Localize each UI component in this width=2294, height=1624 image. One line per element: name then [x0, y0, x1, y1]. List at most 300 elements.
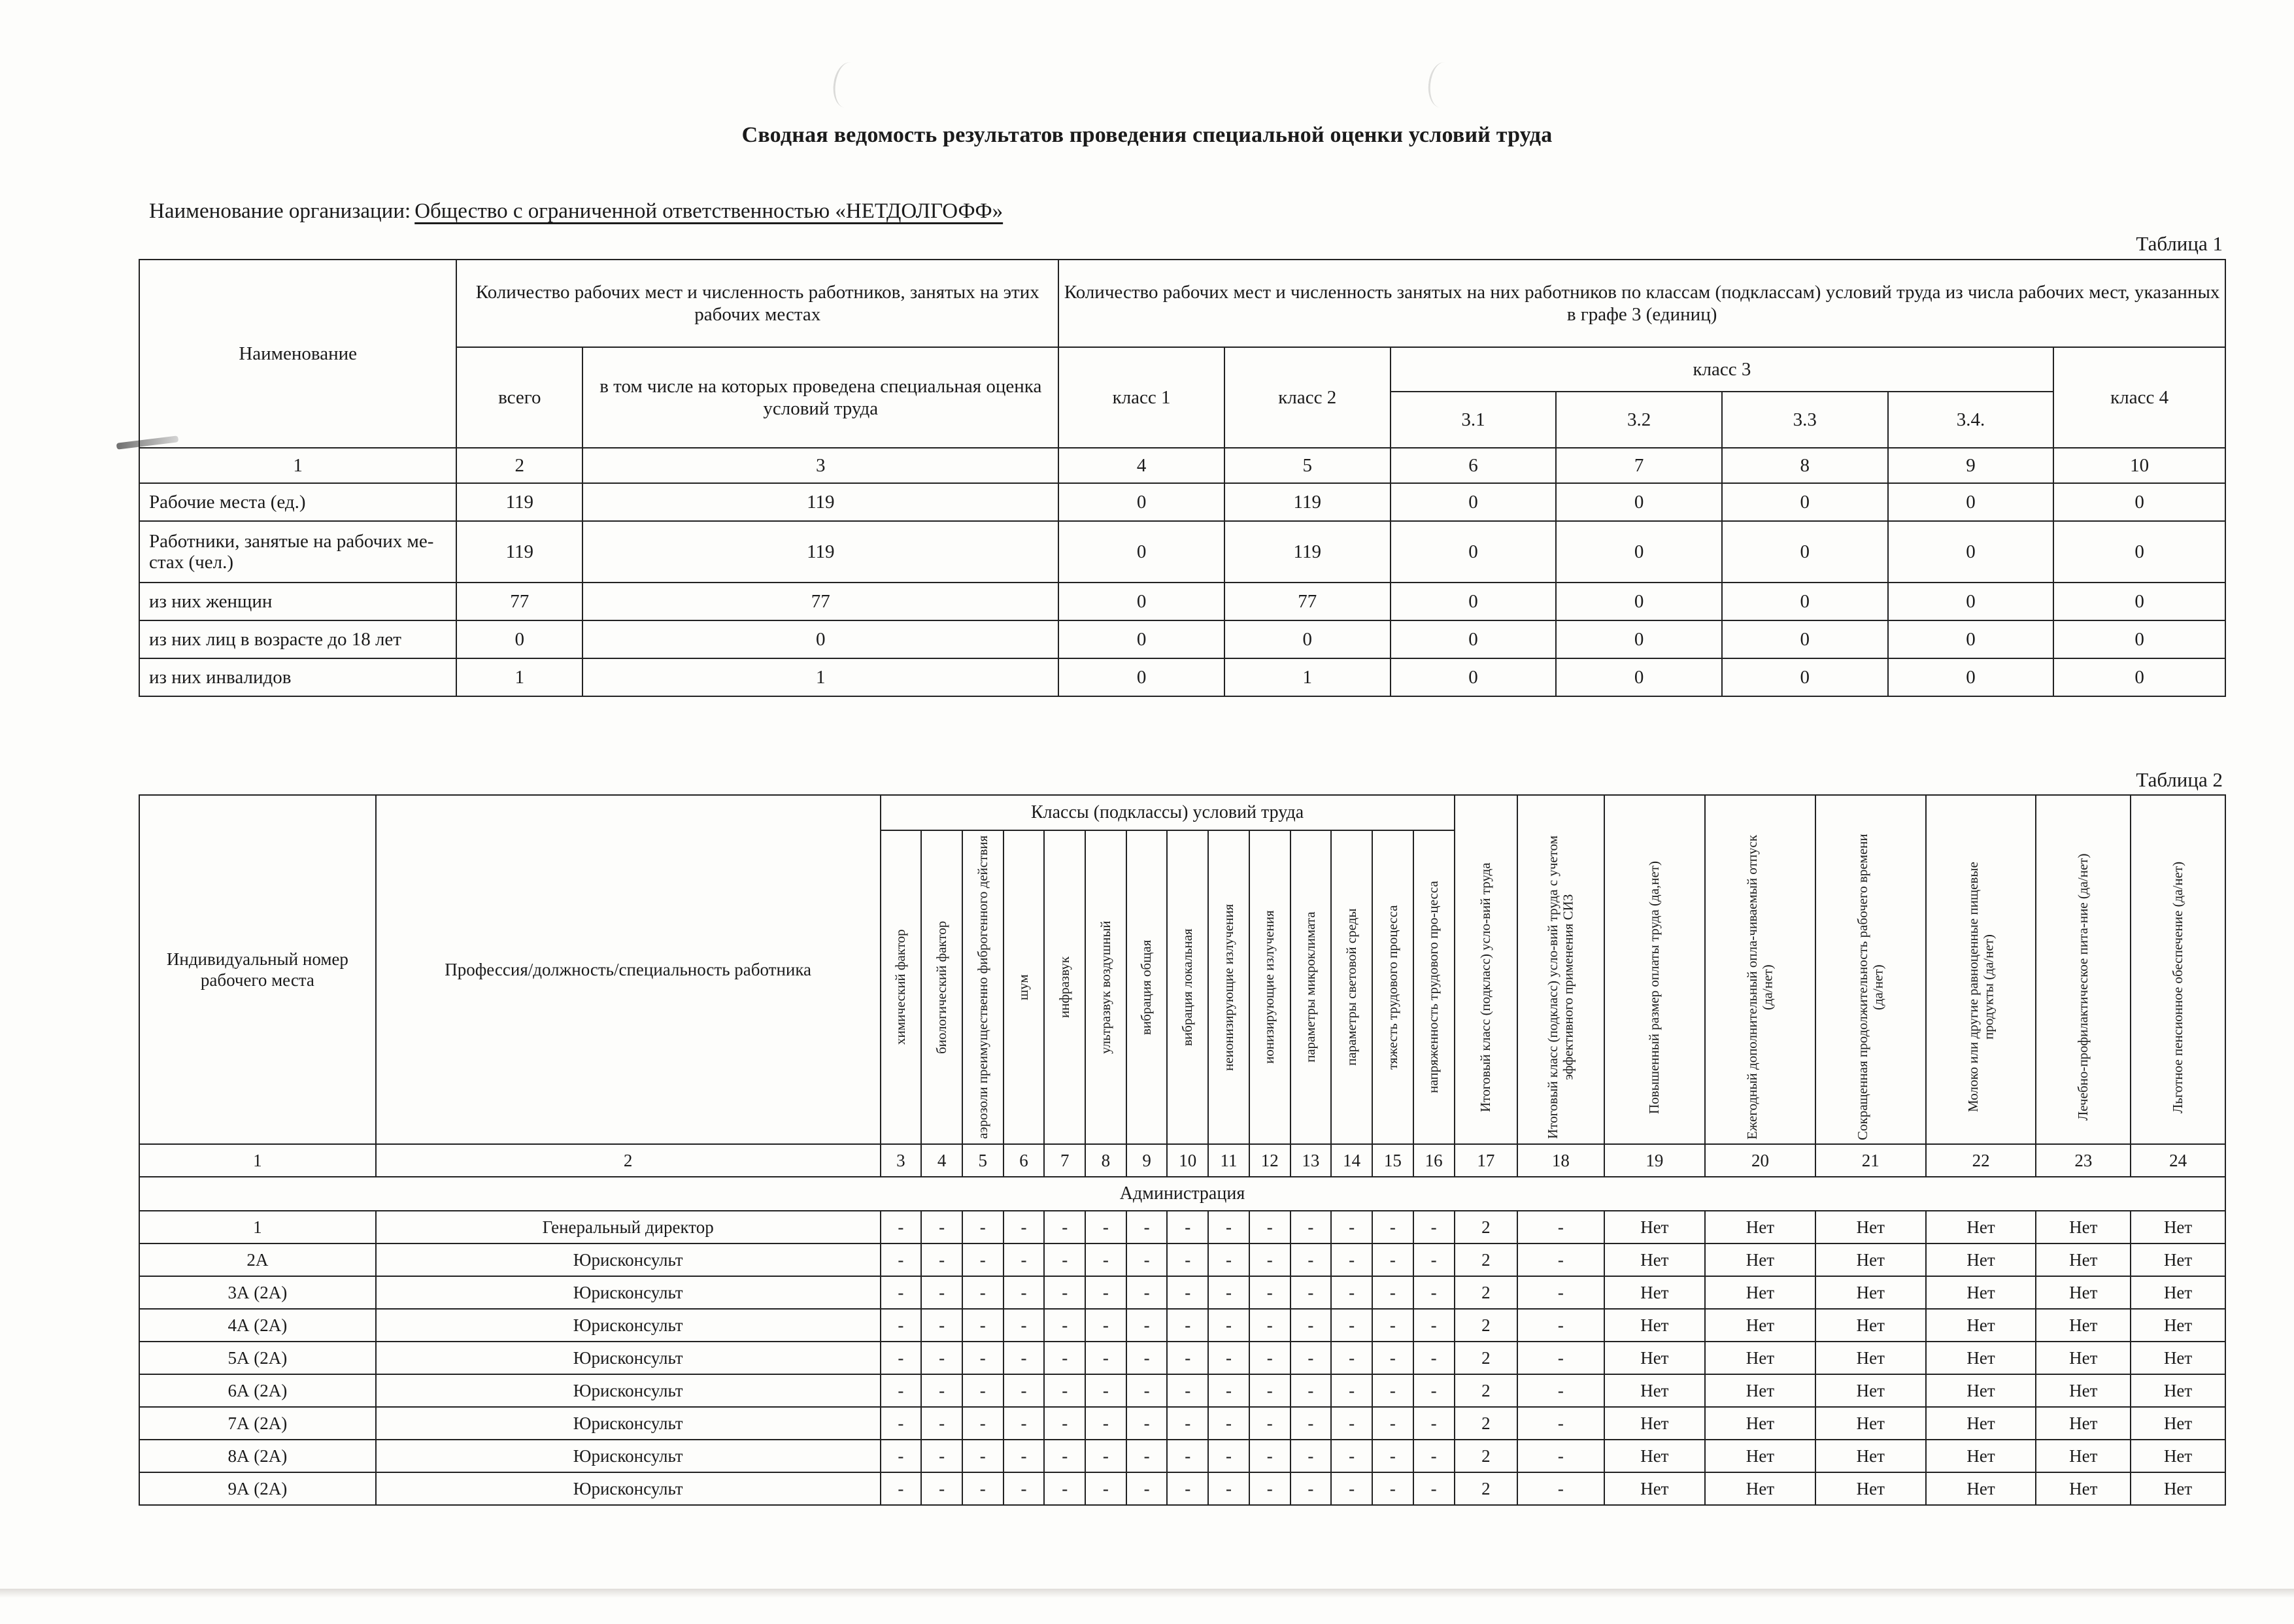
- table-row: [139, 583, 2225, 620]
- t1-cell: 0: [1556, 483, 1722, 521]
- table-row: [139, 620, 2225, 658]
- t2-factor: -: [921, 1472, 962, 1505]
- t2-guarantee: Нет: [1705, 1472, 1815, 1505]
- t2-factor: -: [1290, 1276, 1332, 1309]
- t1-header-class1: класс 1: [1058, 347, 1224, 448]
- t2-final-class: 2: [1455, 1342, 1517, 1374]
- t2-factor: -: [1331, 1309, 1372, 1342]
- t2-factor: -: [1167, 1276, 1208, 1309]
- t2-factor: -: [1208, 1243, 1249, 1276]
- t2-factor: -: [1290, 1374, 1332, 1407]
- t2-factor: -: [1372, 1374, 1413, 1407]
- t2-factor: -: [1167, 1407, 1208, 1440]
- t2-guarantee: Нет: [1926, 1440, 2036, 1472]
- t2-factor: -: [1085, 1309, 1126, 1342]
- t1-colnum: 4: [1058, 448, 1224, 483]
- t2-colnum: 7: [1044, 1144, 1085, 1177]
- t2-header-additional-leave: Ежегодный дополнительный опла-чиваемый отпуск (да/нет): [1705, 795, 1815, 1144]
- t2-workplace-number: 5А (2А): [139, 1342, 376, 1374]
- t2-factor: -: [1290, 1440, 1332, 1472]
- t2-guarantee: Нет: [2036, 1309, 2131, 1342]
- t1-cell: 119: [1224, 483, 1391, 521]
- t1-cell: 0: [1888, 583, 2054, 620]
- t2-factor: -: [1249, 1440, 1290, 1472]
- t2-colnum: 19: [1604, 1144, 1705, 1177]
- t2-profession: Юрисконсульт: [376, 1342, 881, 1374]
- t2-factor: -: [1167, 1342, 1208, 1374]
- t2-profession: Юрисконсульт: [376, 1276, 881, 1309]
- t1-cell: 0: [1391, 658, 1557, 696]
- t2-factor: -: [921, 1309, 962, 1342]
- t1-cell: 0: [1722, 583, 1888, 620]
- t2-factor: -: [962, 1211, 1004, 1243]
- t2-final-class-siz: -: [1517, 1440, 1604, 1472]
- table-row: [139, 1211, 2225, 1243]
- t2-factor: -: [1044, 1374, 1085, 1407]
- t2-guarantee: Нет: [2036, 1374, 2131, 1407]
- t2-profession: Юрисконсульт: [376, 1407, 881, 1440]
- t1-cell: 1: [582, 658, 1058, 696]
- t2-colnum: 22: [1926, 1144, 2036, 1177]
- t2-factor: -: [1085, 1276, 1126, 1309]
- t1-cell: 1: [456, 658, 582, 696]
- t2-guarantee: Нет: [1815, 1472, 1926, 1505]
- t1-row-label: Работники, занятые на рабочих ме-стах (чел.): [139, 521, 456, 583]
- t2-factor: -: [1004, 1243, 1045, 1276]
- summary-table-2: [139, 794, 2226, 1506]
- scan-artifact-icon: [1426, 61, 1459, 109]
- t2-factor: -: [1126, 1276, 1168, 1309]
- organization-line: [149, 199, 1003, 224]
- t2-factor: -: [962, 1243, 1004, 1276]
- t1-colnum: 5: [1224, 448, 1391, 483]
- t1-header-class3-1: 3.1: [1391, 392, 1557, 448]
- t2-guarantee: Нет: [2131, 1309, 2225, 1342]
- t1-header-class3: класс 3: [1391, 347, 2054, 392]
- t2-final-class-siz: -: [1517, 1374, 1604, 1407]
- t1-cell: 0: [1888, 658, 2054, 696]
- t1-cell: 0: [1391, 521, 1557, 583]
- t2-header-workplace-number: Индивидуальный номер рабочего места: [139, 795, 376, 1144]
- t1-header-classes-group: Количество рабочих мест и численность занятых на них работников по классам (подклассам) условий труда из числа рабочих мест, указанных в графе 3 (единиц): [1058, 260, 2225, 347]
- t2-workplace-number: 1: [139, 1211, 376, 1243]
- t2-factor: -: [1372, 1211, 1413, 1243]
- t2-workplace-number: 2А: [139, 1243, 376, 1276]
- t2-guarantee: Нет: [1604, 1342, 1705, 1374]
- t2-factor: -: [1331, 1342, 1372, 1374]
- t2-guarantee: Нет: [1815, 1440, 1926, 1472]
- t2-workplace-number: 8А (2А): [139, 1440, 376, 1472]
- table-row: [139, 521, 2225, 583]
- t1-cell: 0: [1556, 521, 1722, 583]
- t2-factor: -: [1372, 1440, 1413, 1472]
- t2-guarantee: Нет: [1705, 1276, 1815, 1309]
- t2-final-class-siz: -: [1517, 1243, 1604, 1276]
- t2-factor: -: [1044, 1211, 1085, 1243]
- t2-factor: -: [1085, 1472, 1126, 1505]
- t2-factor: -: [1208, 1440, 1249, 1472]
- t2-factor: -: [1331, 1374, 1372, 1407]
- t1-cell: 0: [1391, 583, 1557, 620]
- table-row: [139, 1374, 2225, 1407]
- t2-factor: -: [1085, 1407, 1126, 1440]
- t1-cell: 0: [2053, 620, 2225, 658]
- t2-guarantee: Нет: [1604, 1309, 1705, 1342]
- t1-cell: 0: [1722, 521, 1888, 583]
- t1-header-class3-4: 3.4.: [1888, 392, 2054, 448]
- t1-colnum: 9: [1888, 448, 2054, 483]
- t2-workplace-number: 4А (2А): [139, 1309, 376, 1342]
- t2-final-class-siz: -: [1517, 1211, 1604, 1243]
- page-title: Сводная ведомость результатов проведения специальной оценки условий труда: [741, 123, 1553, 147]
- t2-factor: -: [1004, 1407, 1045, 1440]
- t2-workplace-number: 7А (2А): [139, 1407, 376, 1440]
- t2-factor: -: [1372, 1342, 1413, 1374]
- t2-factor: -: [1372, 1243, 1413, 1276]
- t2-factor: -: [1331, 1472, 1372, 1505]
- t2-factor: -: [962, 1309, 1004, 1342]
- t1-row-label: из них лиц в возрасте до 18 лет: [139, 620, 456, 658]
- t2-factor: -: [1085, 1243, 1126, 1276]
- t2-header-final-class: Итоговый класс (подкласс) усло-вий труда: [1455, 795, 1517, 1144]
- t1-cell: 0: [1888, 483, 2054, 521]
- t1-header-assessed: в том числе на которых проведена специальная оценка условий труда: [582, 347, 1058, 448]
- t1-cell: 0: [1224, 620, 1391, 658]
- t2-guarantee: Нет: [1705, 1440, 1815, 1472]
- t2-factor: -: [1004, 1309, 1045, 1342]
- t2-guarantee: Нет: [1815, 1374, 1926, 1407]
- t2-colnum: 11: [1208, 1144, 1249, 1177]
- t2-header-factor-noise: шум: [1004, 830, 1045, 1144]
- t1-cell: 1: [1224, 658, 1391, 696]
- t2-guarantee: Нет: [1604, 1211, 1705, 1243]
- t2-factor: -: [1372, 1407, 1413, 1440]
- t2-guarantee: Нет: [1705, 1407, 1815, 1440]
- t2-factor: -: [1413, 1211, 1455, 1243]
- t2-guarantee: Нет: [2036, 1407, 2131, 1440]
- t1-cell: 119: [582, 483, 1058, 521]
- t2-factor: -: [1085, 1342, 1126, 1374]
- t2-colnum: 5: [962, 1144, 1004, 1177]
- t2-guarantee: Нет: [1604, 1440, 1705, 1472]
- t1-cell: 0: [1556, 658, 1722, 696]
- t2-factor: -: [962, 1440, 1004, 1472]
- t2-factor: -: [921, 1342, 962, 1374]
- t1-cell: 0: [2053, 483, 2225, 521]
- t2-factor: -: [881, 1440, 922, 1472]
- t2-header-profession: Профессия/должность/специальность работника: [376, 795, 881, 1144]
- t2-factor: -: [962, 1342, 1004, 1374]
- t2-factor: -: [1208, 1211, 1249, 1243]
- t2-colnum: 15: [1372, 1144, 1413, 1177]
- t2-guarantee: Нет: [1604, 1243, 1705, 1276]
- t2-factor: -: [1372, 1472, 1413, 1505]
- t2-header-factor-aerosols: аэрозоли преимущественно фиброгенного действия: [962, 830, 1004, 1144]
- t2-colnum: 21: [1815, 1144, 1926, 1177]
- t1-cell: 0: [1556, 583, 1722, 620]
- t2-header-final-class-siz: Итоговый класс (подкласс) усло-вий труда с учетом эффективного применения СИЗ: [1517, 795, 1604, 1144]
- t2-header-factor-microclimate: параметры микроклимата: [1290, 830, 1332, 1144]
- t2-factor: -: [881, 1342, 922, 1374]
- t2-factor: -: [921, 1211, 962, 1243]
- t2-colnum: 20: [1705, 1144, 1815, 1177]
- t2-guarantee: Нет: [2036, 1243, 2131, 1276]
- t1-row-label: Рабочие места (ед.): [139, 483, 456, 521]
- t1-header-class3-3: 3.3: [1722, 392, 1888, 448]
- t1-cell: 77: [456, 583, 582, 620]
- t2-factor: -: [881, 1211, 922, 1243]
- t2-header-factor-chemical: химический фактор: [881, 830, 922, 1144]
- t2-workplace-number: 3А (2А): [139, 1276, 376, 1309]
- t2-factor: -: [1331, 1276, 1372, 1309]
- t2-guarantee: Нет: [1705, 1309, 1815, 1342]
- t1-header-name: Наименование: [139, 260, 456, 448]
- t2-factor: -: [1004, 1472, 1045, 1505]
- t2-guarantee: Нет: [1815, 1276, 1926, 1309]
- t1-colnum: 1: [139, 448, 456, 483]
- t2-factor: -: [1044, 1243, 1085, 1276]
- t2-colnum: 13: [1290, 1144, 1332, 1177]
- t2-factor: -: [962, 1472, 1004, 1505]
- t2-factor: -: [1044, 1440, 1085, 1472]
- t1-cell: 0: [1058, 483, 1224, 521]
- t1-cell: 0: [1391, 620, 1557, 658]
- t2-factor: -: [1413, 1407, 1455, 1440]
- t2-factor: -: [962, 1276, 1004, 1309]
- t2-factor: -: [1044, 1407, 1085, 1440]
- t2-factor: -: [1249, 1309, 1290, 1342]
- t2-factor: -: [1085, 1211, 1126, 1243]
- t2-factor: -: [1249, 1243, 1290, 1276]
- t2-header-factor-vibration-general: вибрация общая: [1126, 830, 1168, 1144]
- t1-cell: 0: [1888, 521, 2054, 583]
- t1-colnum: 7: [1556, 448, 1722, 483]
- t1-cell: 119: [582, 521, 1058, 583]
- organization-value: Общество с ограниченной ответственностью «НЕТДОЛГОФФ»: [414, 199, 1004, 223]
- t2-profession: Юрисконсульт: [376, 1472, 881, 1505]
- t2-header-therapeutic-food: Лечебно-профилактическое пита-ние (да/нет): [2036, 795, 2131, 1144]
- t1-cell: 0: [1722, 658, 1888, 696]
- t2-factor: -: [1167, 1472, 1208, 1505]
- t2-factor: -: [1249, 1407, 1290, 1440]
- t2-guarantee: Нет: [1604, 1472, 1705, 1505]
- t2-factor: -: [921, 1243, 962, 1276]
- t2-colnum: 18: [1517, 1144, 1604, 1177]
- t2-factor: -: [1126, 1211, 1168, 1243]
- t1-colnum: 6: [1391, 448, 1557, 483]
- t1-row-label: из них женщин: [139, 583, 456, 620]
- t2-guarantee: Нет: [1815, 1211, 1926, 1243]
- t2-factor: -: [1331, 1243, 1372, 1276]
- t2-factor: -: [921, 1440, 962, 1472]
- t1-cell: 0: [582, 620, 1058, 658]
- t2-factor: -: [921, 1276, 962, 1309]
- t2-colnum: 10: [1167, 1144, 1208, 1177]
- t1-cell: 0: [1058, 521, 1224, 583]
- t2-factor: -: [1372, 1276, 1413, 1309]
- table-1-container: [139, 259, 2226, 697]
- t1-header-class2: класс 2: [1224, 347, 1391, 448]
- t2-colnum: 8: [1085, 1144, 1126, 1177]
- t2-guarantee: Нет: [2131, 1374, 2225, 1407]
- t2-colnum: 14: [1331, 1144, 1372, 1177]
- t2-factor: -: [1413, 1374, 1455, 1407]
- t2-factor: -: [1413, 1472, 1455, 1505]
- t2-guarantee: Нет: [1604, 1407, 1705, 1440]
- t2-header-factor-severity: тяжесть трудового процесса: [1372, 830, 1413, 1144]
- t1-cell: 119: [1224, 521, 1391, 583]
- t2-final-class-siz: -: [1517, 1407, 1604, 1440]
- t2-guarantee: Нет: [1815, 1309, 1926, 1342]
- t2-guarantee: Нет: [2131, 1342, 2225, 1374]
- table-row: [139, 1342, 2225, 1374]
- summary-table-1: [139, 259, 2226, 697]
- t2-colnum: 23: [2036, 1144, 2131, 1177]
- organization-label: Наименование организации:: [149, 199, 411, 223]
- t2-workplace-number: 6А (2А): [139, 1374, 376, 1407]
- t1-header-class3-2: 3.2: [1556, 392, 1722, 448]
- t2-factor: -: [1249, 1276, 1290, 1309]
- t2-profession: Юрисконсульт: [376, 1243, 881, 1276]
- t2-factor: -: [881, 1472, 922, 1505]
- t2-header-increased-pay: Повышенный размер оплаты труда (да,нет): [1604, 795, 1705, 1144]
- t2-factor: -: [1004, 1440, 1045, 1472]
- t2-factor: -: [1044, 1309, 1085, 1342]
- t2-header-milk: Молоко или другие равноценные пищевые продукты (да/нет): [1926, 795, 2036, 1144]
- t2-factor: -: [1085, 1440, 1126, 1472]
- t2-factor: -: [1208, 1342, 1249, 1374]
- t1-cell: 0: [1058, 620, 1224, 658]
- t2-factor: -: [1167, 1309, 1208, 1342]
- t1-cell: 0: [1058, 658, 1224, 696]
- t2-final-class: 2: [1455, 1374, 1517, 1407]
- t2-factor: -: [881, 1276, 922, 1309]
- t1-header-total: всего: [456, 347, 582, 448]
- table-row: [139, 1440, 2225, 1472]
- t2-header-factor-infrasound: инфразвук: [1044, 830, 1085, 1144]
- t2-guarantee: Нет: [1604, 1276, 1705, 1309]
- t2-factor: -: [1413, 1243, 1455, 1276]
- t2-guarantee: Нет: [1705, 1342, 1815, 1374]
- t2-guarantee: Нет: [1926, 1309, 2036, 1342]
- t1-cell: 0: [1888, 620, 2054, 658]
- t2-factor: -: [1331, 1407, 1372, 1440]
- t2-factor: -: [1004, 1211, 1045, 1243]
- t2-guarantee: Нет: [2036, 1276, 2131, 1309]
- t2-factor: -: [962, 1374, 1004, 1407]
- t2-final-class-siz: -: [1517, 1276, 1604, 1309]
- t2-guarantee: Нет: [1926, 1407, 2036, 1440]
- t2-factor: -: [1331, 1211, 1372, 1243]
- t2-colnum: 16: [1413, 1144, 1455, 1177]
- t1-cell: 119: [456, 521, 582, 583]
- t2-factor: -: [1126, 1243, 1168, 1276]
- t2-header-classes-group: Классы (подклассы) условий труда: [881, 795, 1455, 830]
- scan-artifact-icon: [830, 60, 864, 109]
- t2-header-factor-intensity: напряженность трудового про-цесса: [1413, 830, 1455, 1144]
- t2-final-class-siz: -: [1517, 1472, 1604, 1505]
- t2-final-class: 2: [1455, 1440, 1517, 1472]
- t2-factor: -: [1126, 1309, 1168, 1342]
- t2-guarantee: Нет: [2131, 1407, 2225, 1440]
- t2-factor: -: [1290, 1472, 1332, 1505]
- t1-row-label: из них инвалидов: [139, 658, 456, 696]
- t2-guarantee: Нет: [1705, 1243, 1815, 1276]
- t2-colnum: 4: [921, 1144, 962, 1177]
- t2-guarantee: Нет: [2131, 1276, 2225, 1309]
- t2-final-class: 2: [1455, 1407, 1517, 1440]
- t2-guarantee: Нет: [1815, 1342, 1926, 1374]
- t1-cell: 0: [1556, 620, 1722, 658]
- t2-factor: -: [1085, 1374, 1126, 1407]
- t2-profession: Генеральный директор: [376, 1211, 881, 1243]
- t2-factor: -: [881, 1407, 922, 1440]
- t2-factor: -: [921, 1407, 962, 1440]
- t2-factor: -: [1249, 1374, 1290, 1407]
- t1-cell: 77: [1224, 583, 1391, 620]
- t2-factor: -: [1167, 1440, 1208, 1472]
- table-2-caption: Таблица 2: [2136, 768, 2223, 791]
- t2-header-factor-ultrasound: ультразвук воздушный: [1085, 830, 1126, 1144]
- t1-cell: 0: [456, 620, 582, 658]
- t2-header-factor-nonionizing: неионизирующие излучения: [1208, 830, 1249, 1144]
- t2-header-reduced-hours: Сокращенная продолжительность рабочего времени (да/нет): [1815, 795, 1926, 1144]
- t2-factor: -: [1208, 1472, 1249, 1505]
- t1-cell: 0: [1391, 483, 1557, 521]
- table-row: [139, 1309, 2225, 1342]
- t2-factor: -: [1126, 1472, 1168, 1505]
- t2-section-title: Администрация: [139, 1177, 2225, 1211]
- t2-guarantee: Нет: [1926, 1342, 2036, 1374]
- t1-cell: 77: [582, 583, 1058, 620]
- t2-final-class: 2: [1455, 1276, 1517, 1309]
- t2-guarantee: Нет: [2131, 1472, 2225, 1505]
- t2-header-factor-vibration-local: вибрация локальная: [1167, 830, 1208, 1144]
- t1-colnum: 2: [456, 448, 582, 483]
- t2-factor: -: [1004, 1374, 1045, 1407]
- t2-factor: -: [1208, 1276, 1249, 1309]
- t1-header-count-group: Количество рабочих мест и численность работников, занятых на этих рабочих местах: [456, 260, 1058, 347]
- t2-guarantee: Нет: [2131, 1211, 2225, 1243]
- t1-colnum: 8: [1722, 448, 1888, 483]
- t2-factor: -: [1290, 1407, 1332, 1440]
- t2-factor: -: [1167, 1374, 1208, 1407]
- table-2-container: [139, 794, 2226, 1506]
- t2-factor: -: [881, 1309, 922, 1342]
- t2-guarantee: Нет: [1926, 1276, 2036, 1309]
- t2-factor: -: [1004, 1276, 1045, 1309]
- t2-factor: -: [1290, 1342, 1332, 1374]
- t2-factor: -: [1413, 1440, 1455, 1472]
- t2-profession: Юрисконсульт: [376, 1374, 881, 1407]
- t1-cell: 0: [1722, 620, 1888, 658]
- t2-workplace-number: 9А (2А): [139, 1472, 376, 1505]
- t1-cell: 0: [1722, 483, 1888, 521]
- t2-final-class-siz: -: [1517, 1309, 1604, 1342]
- t2-guarantee: Нет: [2036, 1211, 2131, 1243]
- t2-header-factor-biological: биологический фактор: [921, 830, 962, 1144]
- t2-factor: -: [1126, 1407, 1168, 1440]
- t1-cell: 0: [2053, 583, 2225, 620]
- t2-colnum: 12: [1249, 1144, 1290, 1177]
- t2-guarantee: Нет: [1926, 1374, 2036, 1407]
- t2-factor: -: [921, 1374, 962, 1407]
- t2-colnum: 1: [139, 1144, 376, 1177]
- t2-factor: -: [1044, 1276, 1085, 1309]
- table-row: [139, 483, 2225, 521]
- t2-final-class: 2: [1455, 1472, 1517, 1505]
- t2-factor: -: [881, 1374, 922, 1407]
